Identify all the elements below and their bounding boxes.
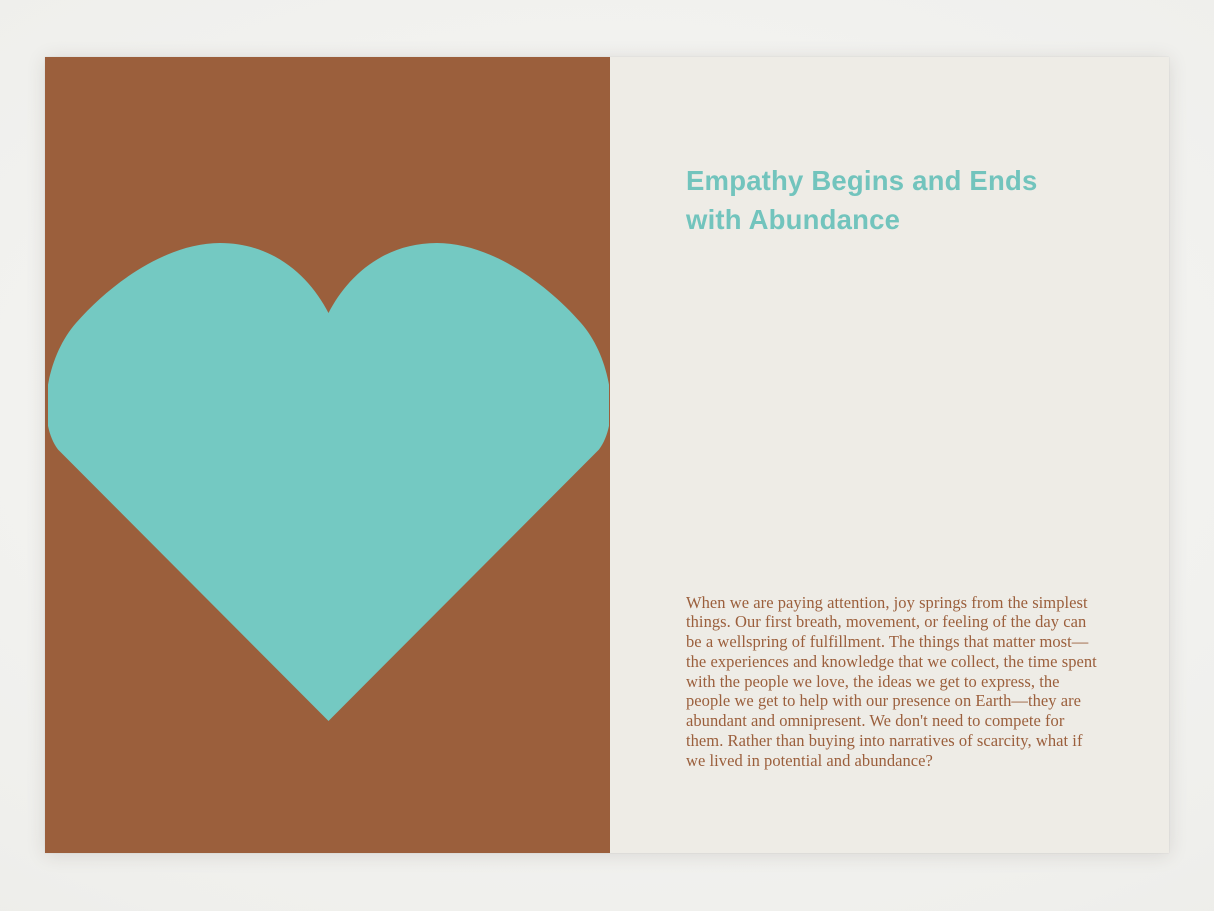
left-page-artwork-panel xyxy=(45,57,610,853)
document-spread xyxy=(45,57,1169,853)
body-paragraph: When we are paying attention, joy springs from the simplest things. Our first breath, movement, or feeling of the day can be a wellspring of fulfillment. The things that matter most—the experiences and knowledge that we collect, the time spent with the people we love, the ideas we get to express, the people we get to help with our presence on Earth—they are abundant and omnipresent. We don't need to compete for them. Rather than buying into narratives of scarcity, what if we lived in potential and abundance? xyxy=(686,592,1097,770)
heart-icon xyxy=(48,191,609,721)
page-title: Empathy Begins and Ends with Abundance xyxy=(686,165,1038,236)
right-page-text-panel xyxy=(610,57,1169,853)
